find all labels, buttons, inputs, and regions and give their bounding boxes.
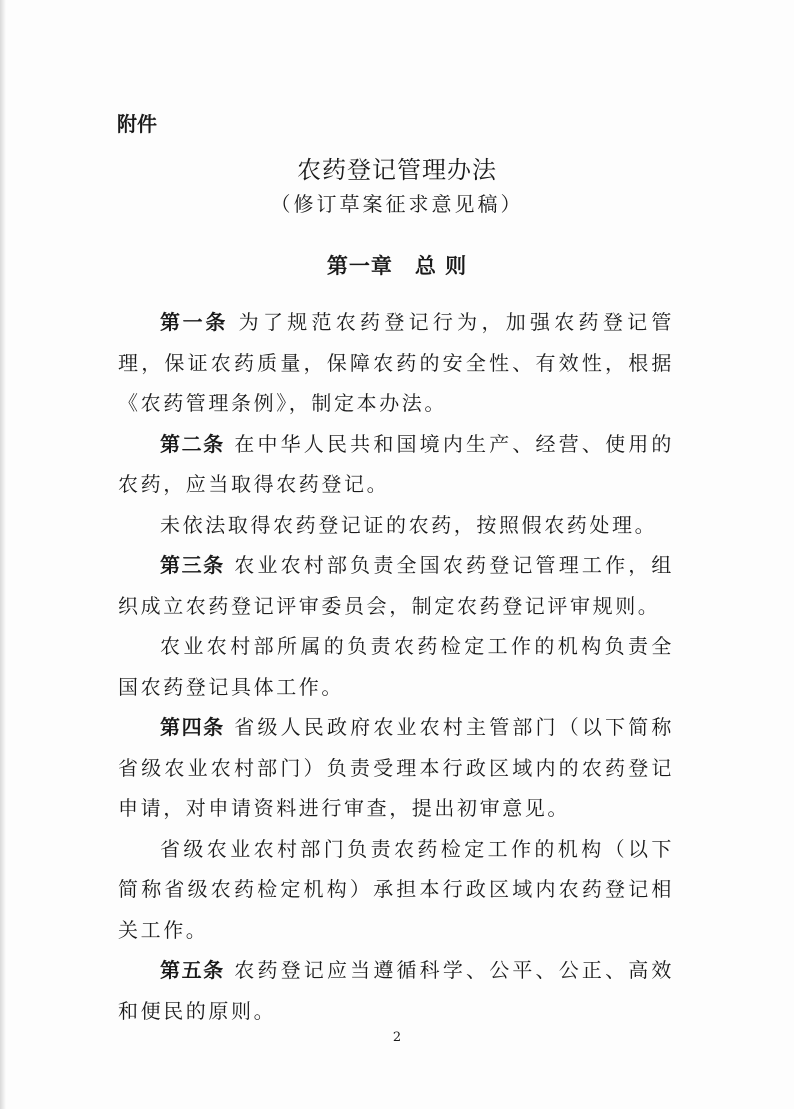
article-paragraph [118, 545, 674, 626]
document-title: 农药登记管理办法 [297, 156, 497, 184]
article-label: 第四条 [160, 715, 225, 739]
article-label: 第二条 [160, 431, 225, 456]
article-text: 未依法取得农药登记证的农药，按照假农药处理。 [160, 512, 658, 537]
article-text: 农业农村部所属的负责农药检定工作的机构负责全国农药登记具体工作。 [118, 634, 674, 699]
article-paragraph [118, 626, 674, 707]
article-paragraph [118, 424, 674, 505]
article-text: 省级人民政府农业农村主管部门（以下简称省级农业农村部门）负责受理本行政区域内的农药登记申请，对申请资料进行审查，提出初审意见。 [118, 715, 675, 820]
document-body [118, 302, 674, 1031]
article-paragraph [118, 302, 674, 424]
article-label: 第一条 [160, 310, 229, 334]
article-paragraph [118, 829, 674, 951]
article-text: 农药登记应当遵循科学、公平、公正、高效和便民的原则。 [118, 958, 675, 1023]
document-subtitle: （修订草案征求意见稿） [270, 192, 524, 216]
article-paragraph [118, 505, 674, 546]
article-text: 省级农业农村部门负责农药检定工作的机构（以下简称省级农药检定机构）承担本行政区域内农药登记相关工作。 [118, 836, 674, 942]
article-text: 为了规范农药登记行为，加强农药登记管理，保证农药质量，保障农药的安全性、有效性，根据《农药管理条例》，制定本办法。 [118, 310, 674, 415]
page-number: 2 [392, 1030, 402, 1045]
article-paragraph [118, 950, 674, 1031]
article-label: 第五条 [160, 958, 225, 982]
article-label: 第三条 [160, 553, 225, 577]
article-text: 农业农村部负责全国农药登记管理工作，组织成立农药登记评审委员会，制定农药登记评审规则。 [118, 553, 675, 618]
article-text: 在中华人民共和国境内生产、经营、使用的农药，应当取得农药登记。 [118, 431, 675, 496]
attachment-label: 附件 [117, 112, 157, 136]
chapter-heading: 第一章 总 则 [326, 254, 468, 278]
article-paragraph [118, 707, 674, 829]
